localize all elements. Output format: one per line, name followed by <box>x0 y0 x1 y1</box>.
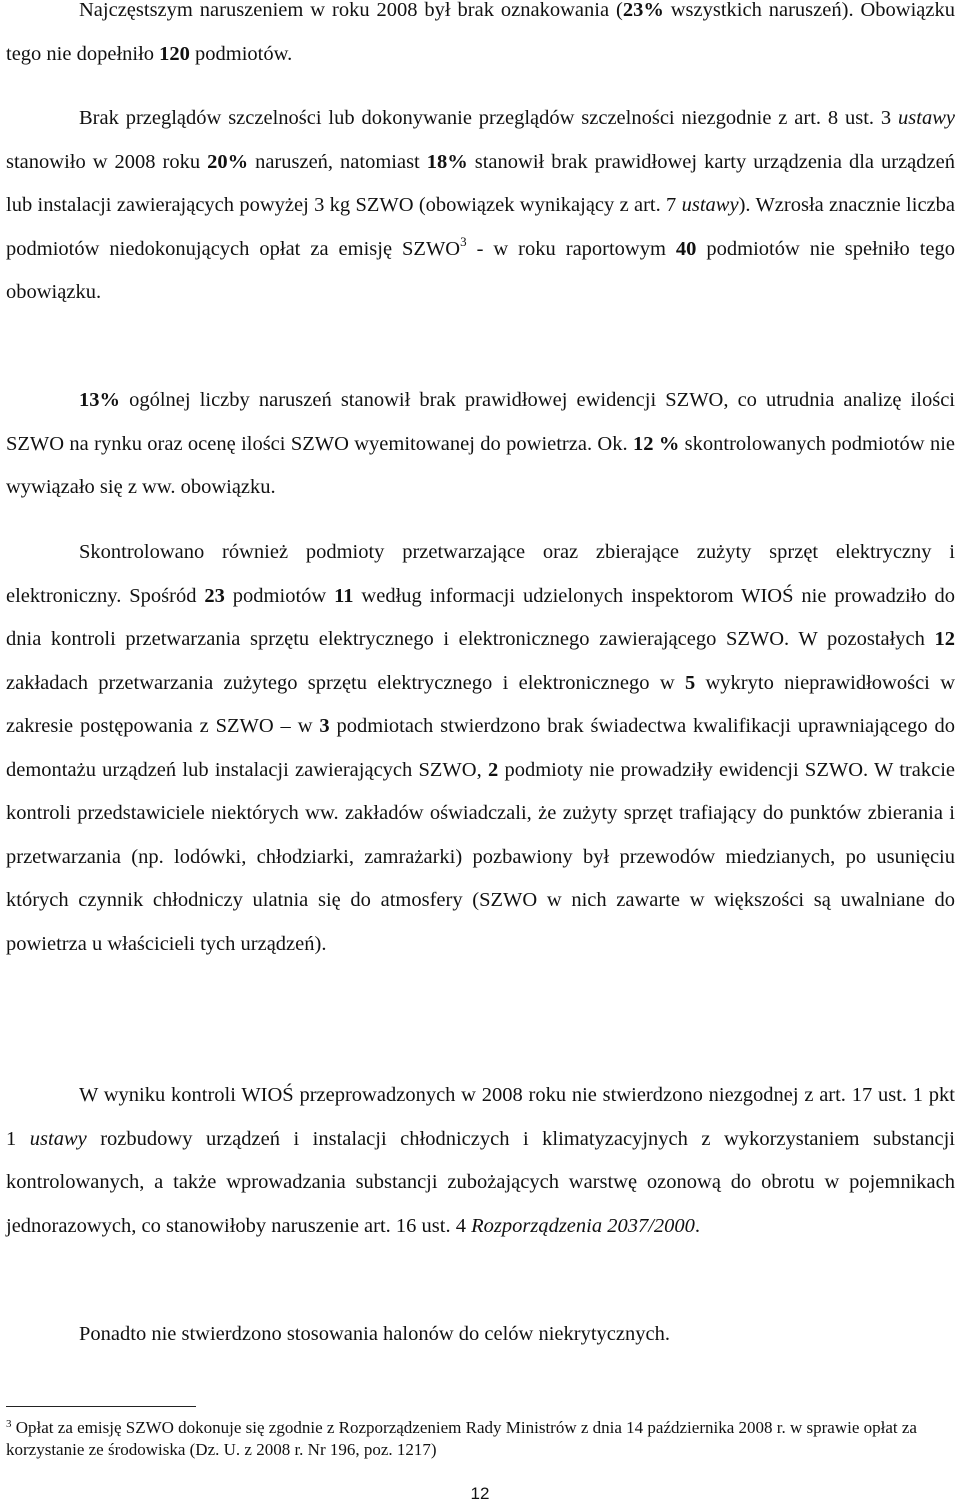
paragraph-violations-labeling: Najczęstszym naruszeniem w roku 2008 był brak oznakowania (23% wszystkich naruszeń). Obowiązku tego nie dopełniło 120 podmiotów. <box>6 0 955 65</box>
paragraph-records: 13% ogólnej liczby naruszeń stanowił brak prawidłowej ewidencji SZWO, co utrudnia analizę ilości SZWO na rynku oraz ocenę ilości SZWO wyemitowanej do powietrza. Ok. 12 % skontrolowanych podmiotów nie wywiązało się z ww. obowiązku. <box>6 389 956 498</box>
page-number: 12 <box>470 1484 490 1503</box>
paragraph-leak-inspections: Brak przeglądów szczelności lub dokonywanie przeglądów szczelności niezgodnie z art. 8 ust. 3 ustawy stanowiło w 2008 roku 20% naruszeń, natomiast 18% stanowił brak prawidłowej karty urządzenia dla urządzeń lub instalacji zawierających powyżej 3 kg SZWO (obowiązek wynikający z art. 7 ustawy). Wzrosła znacznie liczba podmiotów niedokonujących opłat za emisję SZWO$^3$ - w roku raportowym 40 podmiotów nie spełniło tego obowiązku. <box>6 107 955 303</box>
paragraph-wios-controls: W wyniku kontroli WIOŚ przeprowadzonych w 2008 roku nie stwierdzono niezgodnej z art. 17 ust. 1 pkt 1 ustawy rozbudowy urządzeń i instalacji chłodniczych i klimatyzacyjnych z wykorzystaniem substancji kontrolowanych, a także wprowadzania substancji zubożających warstwę ozonową do obrotu w pojemnikach jednorazowych, co stanowiłoby naruszenie art. 16 ust. 4 Rozporządzenia 2037/2000. <box>6 1084 956 1237</box>
paragraph-halons: Ponadto nie stwierdzono stosowania halonów do celów niekrytycznych. <box>79 1323 670 1345</box>
paragraph-electronic-equipment: Skontrolowano również podmioty przetwarzające oraz zbierające zużyty sprzęt elektryczny i elektroniczny. Spośród 23 podmiotów 11 według informacji udzielonych inspektorom WIOŚ nie prowadziło do dnia kontroli przetwarzania sprzętu elektrycznego i elektronicznego zawierającego SZWO. W pozostałych 12 zakładach przetwarzania zużytego sprzętu elektrycznego i elektronicznego w 5 wykryto nieprawidłowości w zakresie postępowania z SZWO – w 3 podmiotach stwierdzono brak świadectwa kwalifikacji uprawniającego do demontażu urządzeń lub instalacji zawierających SZWO, 2 podmioty nie prowadziły ewidencji SZWO. W trakcie kontroli przedstawiciele niektórych ww. zakładów oświadczali, że zużyty sprzęt trafiający do punktów zbierania i przetwarzania (np. lodówki, chłodziarki, zamrażarki) pozbawiony był przewodów miedzianych, po usunięciu których czynnik chłodniczy ulatnia się do atmosfery (SZWO w nich zawarte w większości są uwalniane do powietrza u właścicieli tych urządzeń). <box>6 541 955 955</box>
footnote-separator <box>6 1406 196 1407</box>
footnote-marker: 3 <box>6 1418 12 1430</box>
footnote-reference: 3 <box>460 233 467 249</box>
footnote: $^3$ Opłat za emisję SZWO dokonuje się zgodnie z Rozporządzeniem Rady Ministrów z dnia 14 października 2008 r. w sprawie opłat za korzystanie ze środowiska (Dz. U. z 2008 r. Nr 196, poz. 1217) <box>6 1418 917 1459</box>
